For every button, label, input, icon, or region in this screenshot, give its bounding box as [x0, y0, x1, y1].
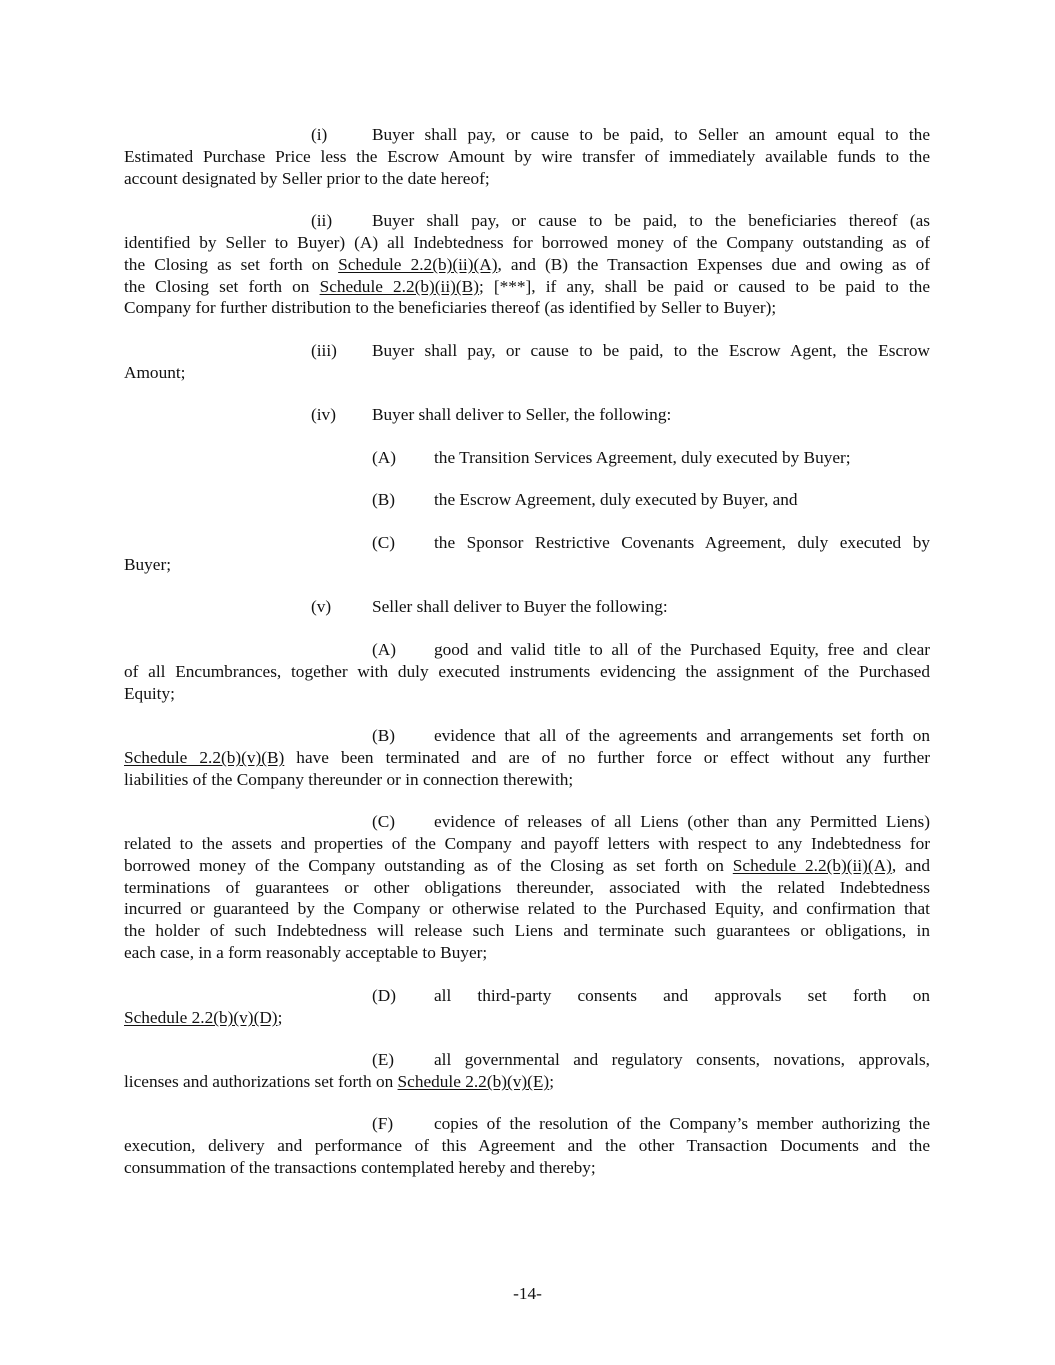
clause-line: liabilities of the Company thereunder or in connection therewith;: [124, 769, 574, 789]
clause-line: identified by Seller to Buyer) (A) all Indebtedness for borrowed money of the Company outstanding as of: [124, 233, 930, 252]
clause-line: Buyer;: [124, 555, 172, 574]
clause-text: all third-party consents and approvals set forth on: [434, 986, 930, 1005]
clause-number: (F): [372, 1114, 394, 1133]
clause-text: Buyer shall deliver to Seller, the following:: [372, 405, 672, 424]
clause-line: the Closing as set forth on Schedule 2.2(b)(ii)(A), and (B) the Transaction Expenses due and owing as of: [124, 254, 930, 274]
clause-line: incurred or guaranteed by the Company or otherwise related to the Purchased Equity, and confirmation that: [124, 899, 930, 919]
clause-text: the Sponsor Restrictive Covenants Agreement, duly executed by: [434, 533, 930, 552]
clause-text: evidence that all of the agreements and arrangements set forth on: [434, 726, 930, 745]
clause-number: (iii): [311, 341, 337, 360]
clause-text: the Transition Services Agreement, duly executed by Buyer;: [434, 448, 851, 467]
clause-v-d-body: [124, 1007, 930, 1029]
clause-v-c-first-line: [124, 811, 930, 833]
clause-number: (C): [372, 533, 396, 552]
clause-line: account designated by Seller prior to the date hereof;: [124, 168, 490, 188]
clause-line: Company for further distribution to the beneficiaries thereof (as identified by Seller to Buyer);: [124, 298, 777, 318]
clause-line: Schedule 2.2(b)(v)(D);: [124, 1008, 283, 1027]
clause-v-e-body: [124, 1071, 930, 1093]
clause-text: copies of the resolution of the Company’s member authorizing the: [434, 1114, 930, 1133]
clause-v-b-body: [124, 747, 930, 791]
clause-text: Buyer shall pay, or cause to be paid, to Seller an amount equal to the: [372, 125, 930, 144]
clause-line: Equity;: [124, 683, 175, 703]
clause-number: (iv): [311, 405, 336, 424]
schedule-reference: Schedule 2.2(b)(ii)(A): [338, 254, 498, 274]
clause-iii-body: [124, 362, 930, 384]
clause-line: Estimated Purchase Price less the Escrow Amount by wire transfer of immediately available funds to the: [124, 147, 930, 166]
clause-iv-b: [124, 489, 930, 511]
page-number: -14-: [513, 1284, 542, 1303]
clause-text: Buyer shall pay, or cause to be paid, to the Escrow Agent, the Escrow: [372, 341, 930, 360]
schedule-reference: Schedule 2.2(b)(v)(B): [124, 748, 285, 767]
clause-line: each case, in a form reasonably acceptable to Buyer;: [124, 942, 488, 962]
clause-text: all governmental and regulatory consents, novations, approvals,: [434, 1050, 930, 1069]
clause-line: licenses and authorizations set forth on Schedule 2.2(b)(v)(E);: [124, 1072, 554, 1091]
clause-number: (i): [311, 125, 328, 144]
clause-number: (B): [372, 490, 396, 509]
clause-iv-c-body: [124, 554, 930, 576]
clause-v-c-body: [124, 833, 930, 964]
clause-ii-first-line: [124, 210, 930, 232]
clause-line: terminations of guarantees or other obligations thereunder, associated with the related Indebtedness: [124, 877, 930, 897]
clause-text: the Escrow Agreement, duly executed by Buyer, and: [434, 490, 798, 509]
clause-v-d-first-line: [124, 985, 930, 1007]
clause-v-a-first-line: [124, 639, 930, 661]
clause-v-e-first-line: [124, 1049, 930, 1071]
schedule-reference: Schedule 2.2(b)(ii)(B): [319, 276, 479, 296]
clause-line: borrowed money of the Company outstanding as of the Closing as set forth on Schedule 2.2(b)(ii)(A), and: [124, 855, 930, 875]
clause-number: (C): [372, 812, 396, 831]
clause-line: of all Encumbrances, together with duly executed instruments evidencing the assignment of the Purchased: [124, 662, 930, 681]
clause-iv-a: [124, 447, 930, 469]
clause-number: (A): [372, 640, 396, 659]
clause-v-b-first-line: [124, 725, 930, 747]
clause-iv-c: [124, 532, 930, 554]
clause-line: related to the assets and properties of the Company and payoff letters with respect to any Indebtedness for: [124, 834, 930, 853]
clause-number: (E): [372, 1050, 395, 1069]
clause-iv: [124, 404, 930, 426]
clause-text: Seller shall deliver to Buyer the following:: [372, 597, 668, 616]
schedule-reference: Schedule 2.2(b)(v)(E): [397, 1072, 550, 1091]
clause-number: (v): [311, 597, 332, 616]
clause-line: Amount;: [124, 363, 186, 382]
clause-i-first-line: [124, 124, 930, 146]
clause-v: [124, 596, 930, 618]
clause-line: the Closing set forth on Schedule 2.2(b)(ii)(B); [***], if any, shall be paid or caused to be paid to the: [124, 276, 930, 296]
clause-number: (D): [372, 986, 396, 1005]
clause-v-f-body: [124, 1135, 930, 1179]
clause-line: execution, delivery and performance of this Agreement and the other Transaction Documents and the: [124, 1136, 930, 1155]
clause-number: (B): [372, 726, 396, 745]
schedule-reference: Schedule 2.2(b)(v)(D): [124, 1008, 278, 1027]
clause-number: (A): [372, 448, 396, 467]
clause-i-body: [124, 146, 930, 190]
clause-text: Buyer shall pay, or cause to be paid, to the beneficiaries thereof (as: [372, 211, 930, 230]
clause-ii-body: [124, 232, 930, 319]
clause-line: consummation of the transactions contemplated hereby and thereby;: [124, 1157, 596, 1177]
clause-v-f-first-line: [124, 1113, 930, 1135]
clause-line: Schedule 2.2(b)(v)(B) have been terminated and are of no further force or effect without any further: [124, 748, 930, 767]
clause-iii-first-line: [124, 340, 930, 362]
schedule-reference: Schedule 2.2(b)(ii)(A): [732, 855, 892, 875]
clause-text: evidence of releases of all Liens (other than any Permitted Liens): [434, 812, 930, 831]
clause-text: good and valid title to all of the Purchased Equity, free and clear: [434, 640, 930, 659]
clause-v-a-body: [124, 661, 930, 705]
clause-line: the holder of such Indebtedness will release such Liens and terminate such guarantees or obligations, in: [124, 921, 930, 941]
clause-number: (ii): [311, 211, 333, 230]
